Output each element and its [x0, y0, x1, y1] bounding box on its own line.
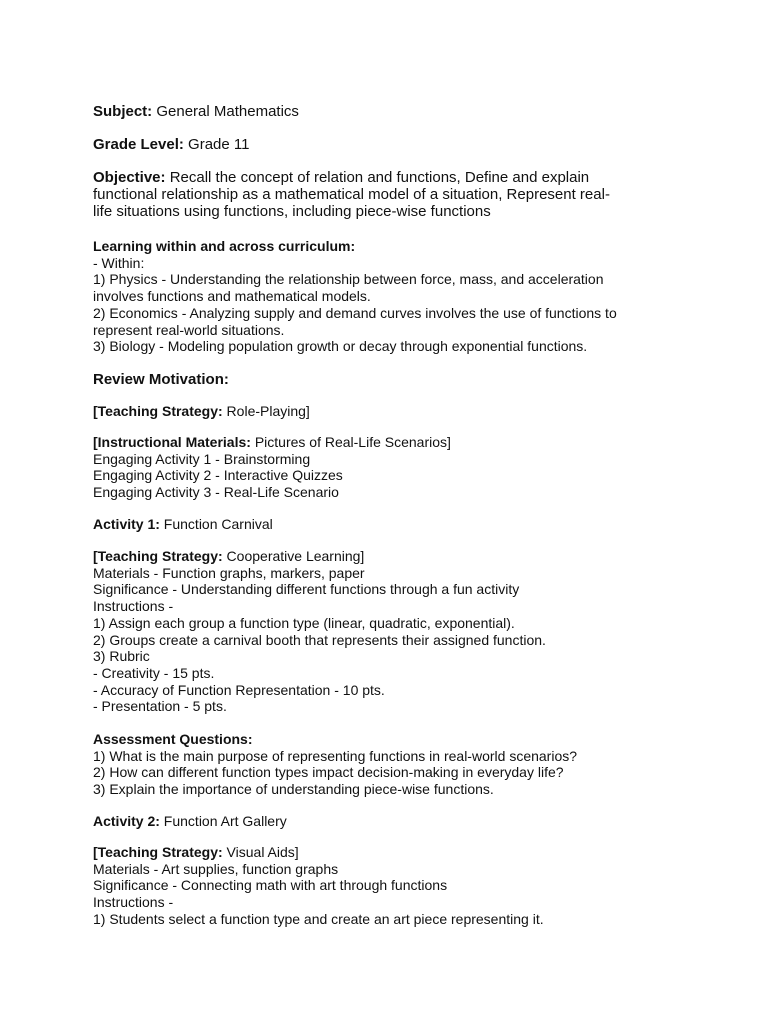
- strategy-label: Teaching Strategy:: [97, 403, 223, 419]
- activity-2-value: Function Art Gallery: [159, 813, 287, 829]
- assessment-block: [93, 731, 693, 798]
- activity-detail-line: - Presentation - 5 pts.: [93, 698, 227, 715]
- activity-1-label: Activity 1:: [93, 516, 160, 532]
- engaging-activity-line: Engaging Activity 2 - Interactive Quizzes: [93, 467, 343, 484]
- materials-open-bracket: [: [93, 434, 98, 450]
- grade-line: [93, 136, 693, 153]
- learning-heading: Learning within and across curriculum:: [93, 238, 356, 254]
- activity-detail-line: - Accuracy of Function Representation - 10 pts.: [93, 681, 385, 698]
- strategy-label: Teaching Strategy:: [97, 548, 223, 564]
- assessment-question: 1) What is the main purpose of representing functions in real-world scenarios?: [93, 747, 578, 764]
- strategy-value: Role-Playing]: [222, 403, 310, 419]
- activity-detail-line: 3) Rubric: [93, 648, 150, 665]
- strategy-block-3: [93, 844, 693, 928]
- activity-detail-line: 2) Groups create a carnival booth that represents their assigned function.: [93, 631, 546, 648]
- activity-1-line: [93, 516, 693, 533]
- strategy-block-2: [93, 548, 693, 715]
- objective-label: Objective:: [93, 169, 166, 186]
- learning-block: [93, 238, 693, 355]
- learning-line: 1) Physics - Understanding the relationship between force, mass, and acceleration: [93, 271, 604, 288]
- activity-detail-line: 1) Assign each group a function type (linear, quadratic, exponential).: [93, 614, 515, 631]
- strategy-value: Visual Aids]: [222, 844, 299, 860]
- activity-detail-line: 1) Students select a function type and create an art piece representing it.: [93, 910, 544, 927]
- subject-label: Subject:: [93, 103, 153, 120]
- assessment-question: 2) How can different function types impact decision-making in everyday life?: [93, 764, 564, 781]
- strategy-open-bracket: [: [93, 548, 98, 564]
- activity-detail-line: Significance - Connecting math with art through functions: [93, 877, 448, 894]
- activity-detail-line: - Creativity - 15 pts.: [93, 664, 215, 681]
- strategy-value: Cooperative Learning]: [222, 548, 365, 564]
- materials-label: Instructional Materials:: [97, 434, 251, 450]
- activity-detail-line: Instructions -: [93, 598, 174, 615]
- objective-text-line: Recall the concept of relation and functions, Define and explain: [165, 169, 590, 186]
- assessment-heading: Assessment Questions:: [93, 731, 253, 747]
- learning-line: 2) Economics - Analyzing supply and demand curves involves the use of functions to: [93, 304, 617, 321]
- learning-line: represent real-world situations.: [93, 321, 285, 338]
- assessment-question: 3) Explain the importance of understanding piece-wise functions.: [93, 781, 494, 798]
- engaging-activity-line: Engaging Activity 3 - Real-Life Scenario: [93, 484, 339, 501]
- activity-detail-line: Materials - Function graphs, markers, paper: [93, 564, 365, 581]
- review-heading: Review Motivation:: [93, 371, 229, 388]
- engaging-activity-line: Engaging Activity 1 - Brainstorming: [93, 450, 311, 467]
- strategy-open-bracket: [: [93, 844, 98, 860]
- subject-line: [93, 103, 693, 120]
- objective-text-line: life situations using functions, including piece-wise functions: [93, 203, 491, 220]
- activity-2-label: Activity 2:: [93, 813, 160, 829]
- activity-detail-line: Instructions -: [93, 894, 174, 911]
- strategy-open-bracket: [: [93, 403, 98, 419]
- learning-line: involves functions and mathematical models.: [93, 288, 371, 305]
- subject-value: General Mathematics: [152, 103, 299, 120]
- objective-text-line: functional relationship as a mathematical model of a situation, Represent real-: [93, 186, 610, 203]
- strategy-line-1: [93, 403, 693, 420]
- learning-line: 3) Biology - Modeling population growth or decay through exponential functions.: [93, 338, 588, 355]
- materials-value: Pictures of Real-Life Scenarios]: [250, 434, 451, 450]
- activity-2-line: [93, 813, 693, 830]
- objective-block: [93, 169, 693, 220]
- learning-line: - Within:: [93, 254, 145, 271]
- materials-block: [93, 434, 693, 501]
- activity-detail-line: Materials - Art supplies, function graphs: [93, 860, 339, 877]
- strategy-label: Teaching Strategy:: [97, 844, 223, 860]
- grade-value: Grade 11: [183, 136, 250, 153]
- activity-detail-line: Significance - Understanding different functions through a fun activity: [93, 581, 520, 598]
- activity-1-value: Function Carnival: [159, 516, 273, 532]
- grade-label: Grade Level:: [93, 136, 184, 153]
